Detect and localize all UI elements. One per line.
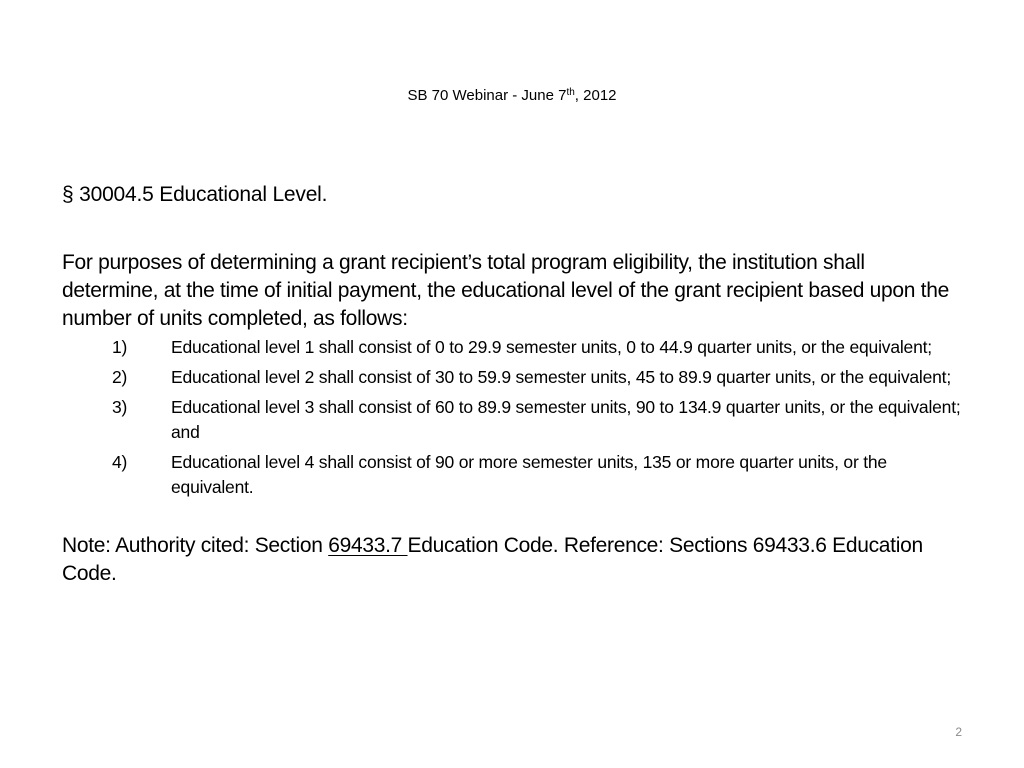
- title-main: SB 70 Webinar - June 7: [407, 87, 567, 104]
- list-item: [62, 450, 962, 500]
- list-item-text: Educational level 2 shall consist of 30 to 59.9 semester units, 45 to 89.9 quarter units, or the equivalent;: [171, 367, 951, 387]
- list-item-number: 2): [112, 367, 128, 387]
- list-item-number: 4): [112, 452, 128, 472]
- note-prefix: Note: Authority cited: Section: [62, 534, 329, 557]
- list-item-text: Educational level 4 shall consist of 90 or more semester units, 135 or more quarter units, or the equivalent.: [171, 452, 887, 497]
- section-link[interactable]: 69433.7: [328, 534, 408, 557]
- page-number: 2: [955, 725, 962, 739]
- list-item: [62, 395, 962, 445]
- list-item: [62, 365, 962, 390]
- intro-paragraph: For purposes of determining a grant recipient’s total program eligibility, the institution shall determine, at the time of initial payment, the educational level of the grant recipient based upon the number of units completed, as follows:: [62, 251, 949, 330]
- note-suffix: Education Code. Reference: Sections 69433.6 Education Code.: [62, 534, 923, 585]
- educational-level-list: [62, 335, 962, 500]
- list-item-number: 1): [112, 337, 128, 357]
- title-superscript: th: [566, 87, 575, 98]
- list-item-text: Educational level 1 shall consist of 0 to 29.9 semester units, 0 to 44.9 quarter units, or the equivalent;: [171, 337, 932, 357]
- list-item-number: 3): [112, 397, 128, 417]
- title-year: , 2012: [574, 87, 617, 104]
- list-item-text: Educational level 3 shall consist of 60 to 89.9 semester units, 90 to 134.9 quarter units, or the equivalent; and: [171, 397, 961, 442]
- slide-body: [62, 181, 962, 588]
- authority-note: [62, 532, 962, 588]
- section-heading: § 30004.5 Educational Level.: [62, 183, 328, 206]
- slide-title: [0, 86, 1024, 106]
- list-item: [62, 335, 962, 360]
